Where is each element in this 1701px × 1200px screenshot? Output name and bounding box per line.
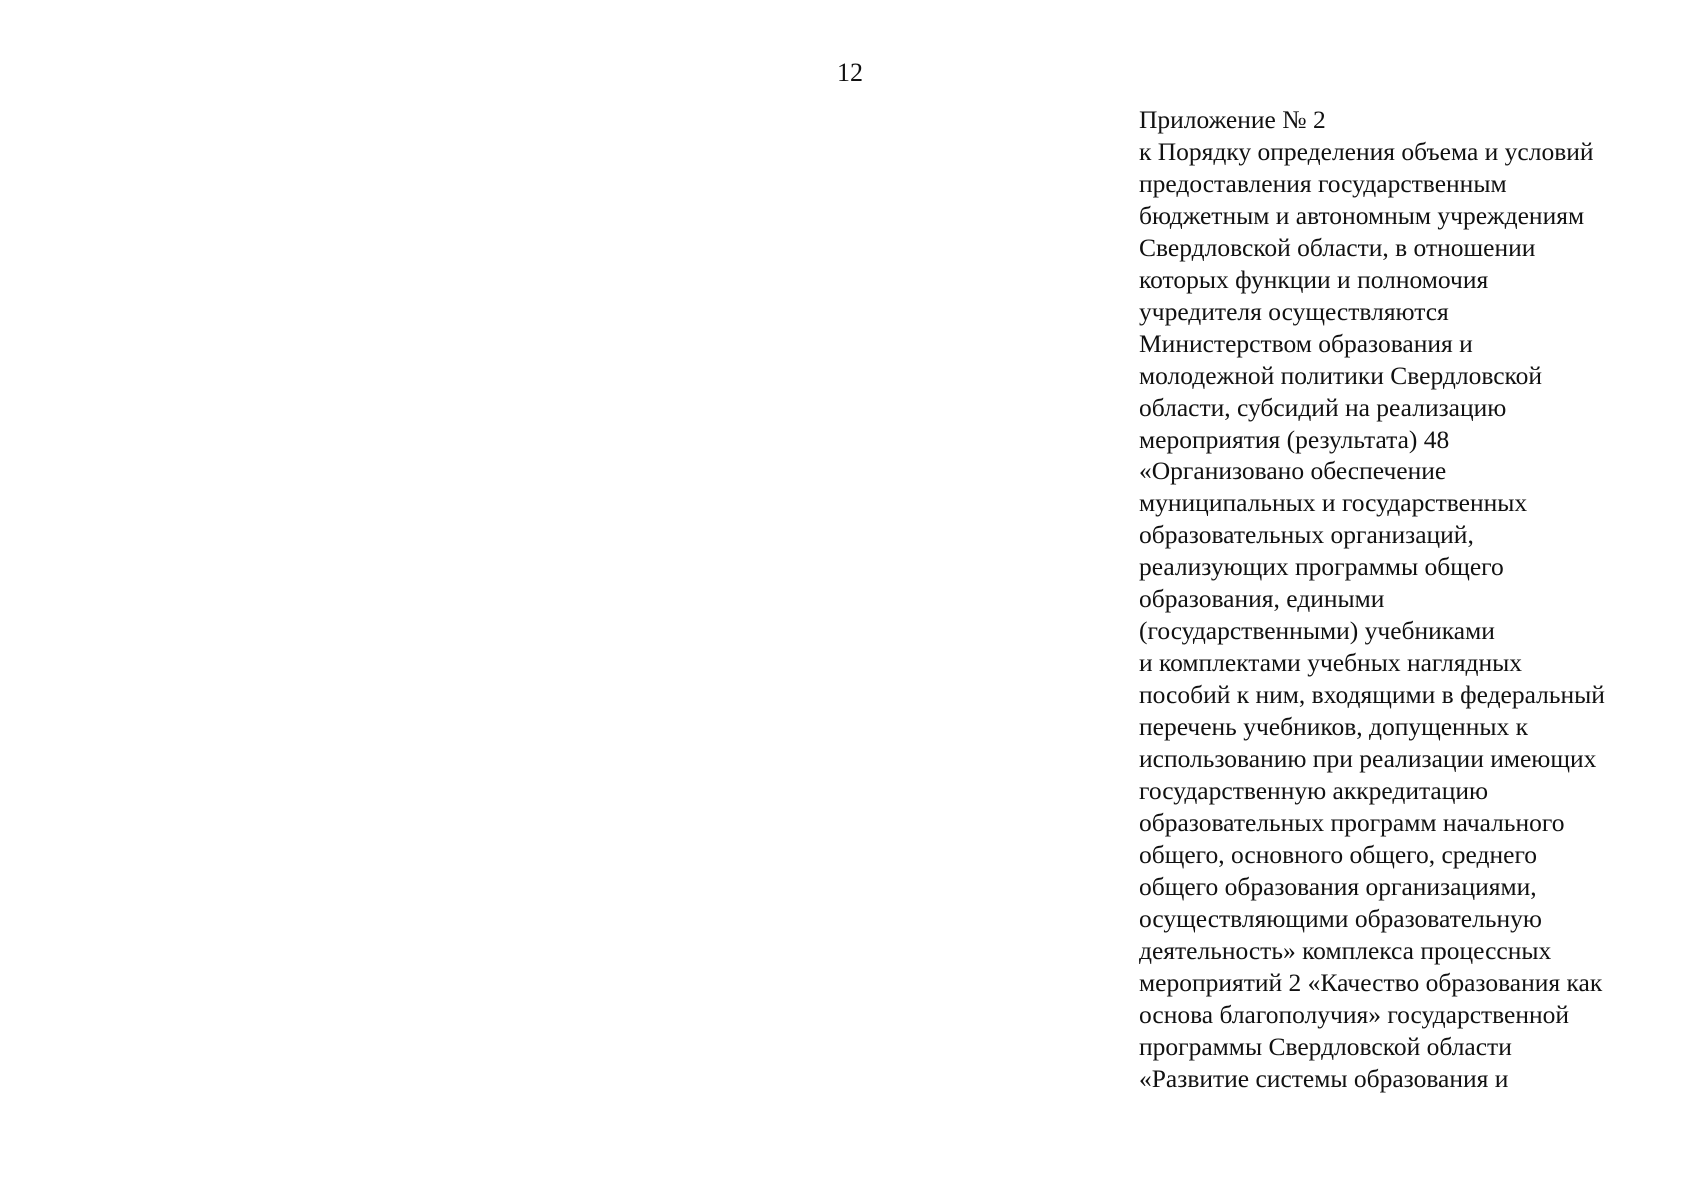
page-number: 12 <box>837 58 863 87</box>
appendix-line: образовательных программ начального <box>1139 807 1565 837</box>
appendix-line: учредителя осуществляются <box>1139 296 1449 326</box>
appendix-line: предоставления государственным <box>1139 168 1507 198</box>
appendix-line: молодежной политики Свердловской <box>1139 360 1543 390</box>
appendix-line: мероприятия (результата) 48 <box>1139 424 1450 454</box>
appendix-line: использованию при реализации имеющих <box>1139 744 1597 774</box>
appendix-line: образовательных организаций, <box>1139 520 1474 550</box>
appendix-line: реализующих программы общего <box>1139 552 1504 582</box>
appendix-line: области, субсидий на реализацию <box>1139 392 1507 422</box>
appendix-line: общего образования организациями, <box>1139 871 1537 901</box>
appendix-line: пособий к ним, входящими в федеральный <box>1139 680 1605 710</box>
appendix-line: и комплектами учебных наглядных <box>1139 648 1523 678</box>
appendix-line: Министерством образования и <box>1139 328 1473 358</box>
appendix-line: образования, едиными <box>1139 584 1385 614</box>
appendix-line: (государственными) учебниками <box>1139 616 1495 646</box>
appendix-line: к Порядку определения объема и условий <box>1139 136 1594 166</box>
appendix-line: деятельность» комплекса процессных <box>1139 935 1552 965</box>
appendix-line: «Организовано обеспечение <box>1139 456 1447 486</box>
appendix-line: основа благополучия» государственной <box>1139 999 1570 1029</box>
appendix-line: государственную аккредитацию <box>1139 776 1489 806</box>
appendix-heading-block <box>1139 104 1689 1095</box>
appendix-line: муниципальных и государственных <box>1139 488 1528 518</box>
appendix-line: общего, основного общего, среднего <box>1139 839 1538 869</box>
appendix-line: программы Свердловской области <box>1139 1031 1512 1061</box>
appendix-line: «Развитие системы образования и <box>1139 1063 1509 1093</box>
appendix-line: Свердловской области, в отношении <box>1139 232 1536 262</box>
appendix-line: которых функции и полномочия <box>1139 264 1489 294</box>
appendix-line: перечень учебников, допущенных к <box>1139 712 1528 742</box>
appendix-line: осуществляющими образовательную <box>1139 903 1542 933</box>
appendix-line: мероприятий 2 «Качество образования как <box>1139 967 1603 997</box>
appendix-title: Приложение № 2 <box>1139 105 1326 134</box>
appendix-line: бюджетным и автономным учреждениям <box>1139 200 1585 230</box>
